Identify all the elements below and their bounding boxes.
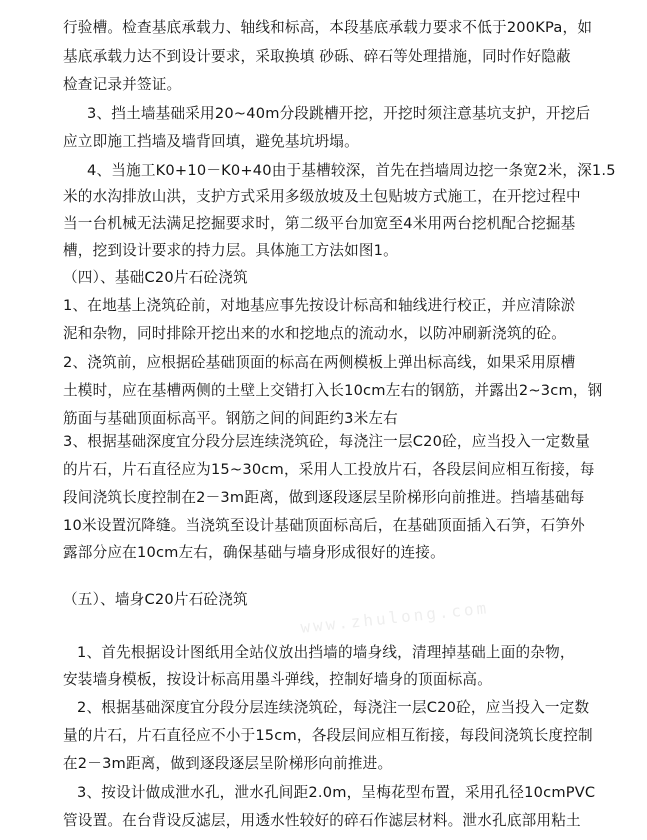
text-line: 3、按设计做成泄水孔，泄水孔间距2.0m，呈梅花型布置，采用孔径10cmPVC (77, 784, 596, 801)
text-line: 泥和杂物，同时排除开挖出来的水和挖地点的流动水，以防冲刷新浇筑的砼。 (63, 325, 566, 342)
text-line: 3、挡土墙基础采用20~40m分段跳槽开挖，开挖时须注意基坑支护，开挖后 (87, 105, 591, 122)
text-line: 基底承载力达不到设计要求，采取换填 砂砾、碎石等处理措施，同时作好隐蔽 (63, 48, 571, 65)
text-line: 安装墙身模板，按设计标高用墨斗弹线，控制好墙身的顶面标高。 (63, 671, 493, 688)
text-line: 3、根据基础深度宜分段分层连续浇筑砼，每浇注一层C20砼，应当投入一定数量 (63, 433, 591, 450)
section-heading: （五）、墙身C20片石砼浇筑 (63, 591, 248, 608)
text-line: 管设置。在台背设反滤层，用透水性较好的碎石作滤层材料。泄水孔底部用粘土 (63, 812, 581, 829)
watermark: www.zhulong.com (299, 598, 490, 637)
text-line: 检查记录并签证。 (63, 76, 182, 93)
text-line: 在2－3m距离，做到逐段逐层呈阶梯形向前推进。 (63, 755, 393, 772)
text-line: 的片石，片石直径应为15~30cm，采用人工投放片石，各段层间应相互衔接，每 (63, 461, 595, 478)
text-line: 2、浇筑前，应根据砼基础顶面的标高在两侧模板上弹出标高线，如果采用原槽 (63, 354, 576, 371)
text-line: 应立即施工挡墙及墙背回填，避免基坑坍塌。 (63, 133, 359, 150)
text-line: 行验槽。检查基底承载力、轴线和标高，本段基底承载力要求不低于200KPa，如 (63, 19, 593, 36)
text-line: 量的片石，片石直径应不小于15cm，各段层间应相互衔接，每段间浇筑长度控制 (63, 727, 593, 744)
text-line: 1、在地基上浇筑砼前，对地基应事先按设计标高和轴线进行校正，并应清除淤 (63, 297, 576, 314)
text-line: 4、当施工K0+10－K0+40由于基槽较深，首先在挡墙周边挖一条宽2米，深1.5 (87, 162, 616, 179)
text-line: 段间浇筑长度控制在2－3m距离，做到逐段逐层呈阶梯形向前推进。挡墙基础每 (63, 489, 585, 506)
text-line: 槽，挖到设计要求的持力层。具体施工方法如图1。 (63, 242, 398, 259)
text-line: 筋面与基础顶面标高平。钢筋之间的间距约3米左右 (63, 410, 398, 427)
text-line: 当一台机械无法满足挖掘要求时，第二级平台加宽至4米用两台挖机配合挖掘基 (63, 215, 576, 232)
text-line: 露部分应在10cm左右，确保基础与墙身形成很好的连接。 (63, 544, 445, 561)
text-line: 1、首先根据设计图纸用全站仪放出挡墙的墙身线，清理掉基础上面的杂物， (77, 644, 575, 661)
text-line: 10米设置沉降缝。当浇筑至设计基础顶面标高后，在基础顶面插入石笋，石笋外 (63, 517, 585, 534)
section-heading: （四）、基础C20片石砼浇筑 (63, 269, 248, 286)
text-line: 土模时，应在基槽两侧的土壁上交错打入长10cm左右的钢筋，并露出2~3cm，钢 (63, 382, 603, 399)
text-line: 2、根据基础深度宜分段分层连续浇筑砼，每浇注一层C20砼，应当投入一定数 (77, 699, 590, 716)
text-line: 米的水沟排放山洪，支护方式采用多级放坡及土包贴坡方式施工，在开挖过程中 (63, 188, 581, 205)
